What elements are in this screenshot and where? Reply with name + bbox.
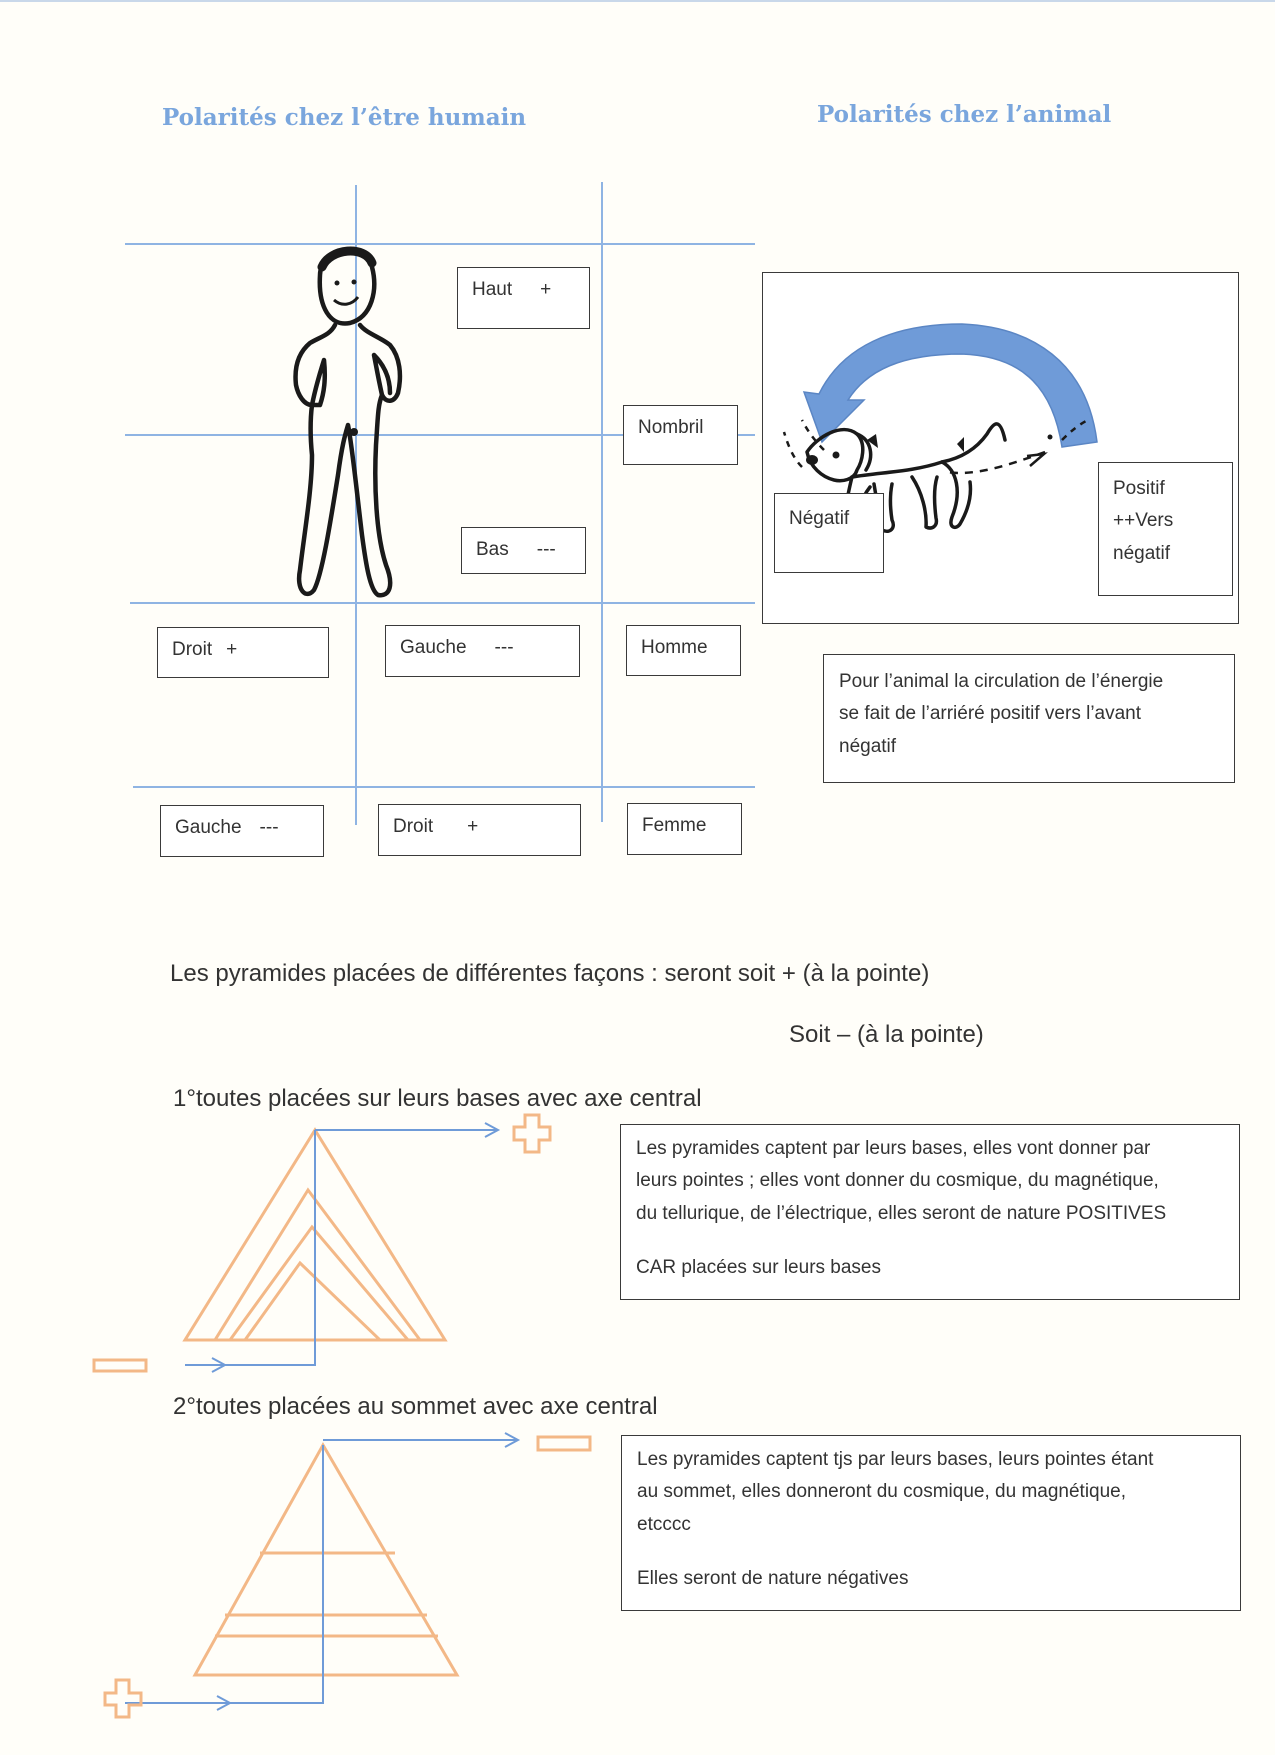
label-box-homme (626, 625, 741, 676)
label-bas-word: Bas (476, 539, 509, 560)
label-haut-sign: + (540, 279, 552, 300)
animal-description-line-1: Pour l’animal la circulation de l’énergie (839, 671, 1164, 692)
label-box-haut (457, 267, 590, 329)
pyramids-intro-line-2: Soit – (à la pointe) (789, 1021, 984, 1048)
case2-line-2: au sommet, elles donneront du cosmique, du magnétique, (637, 1481, 1127, 1503)
label-box-row2-droit (378, 804, 581, 856)
case2-title: 2°toutes placées au sommet avec axe central (173, 1393, 658, 1420)
label-row1-gauche-word: Gauche (400, 637, 467, 658)
case1-line-3: du tellurique, de l’électrique, elles seront de nature POSITIVES (636, 1202, 1167, 1224)
label-box-femme (627, 803, 742, 855)
heading-human-polarities: Polarités chez l’être humain (162, 104, 527, 131)
label-box-row1-droit (157, 627, 329, 678)
case1-line-2: leurs pointes ; elles vont donner du cosmique, du magnétique, (636, 1170, 1159, 1192)
case2-line-3: etcccc (637, 1513, 691, 1535)
grid-line-top (125, 243, 755, 245)
page-top-edge (0, 0, 1275, 2)
label-row2-droit-word: Droit (393, 816, 434, 837)
case2-description-box (621, 1435, 1241, 1611)
label-femme: Femme (642, 815, 707, 836)
label-box-bas (461, 527, 586, 574)
label-box-row2-gauche (160, 805, 324, 857)
case2-line-1: Les pyramides captent tjs par leurs bases, leurs pointes étant (637, 1449, 1154, 1470)
case2-pyramids-diagram (105, 1425, 625, 1715)
label-bas-sign: --- (536, 539, 556, 560)
label-haut-word: Haut (472, 279, 513, 300)
plus-sign-top (514, 1115, 550, 1152)
pyramids-intro-line-1: Les pyramides placées de différentes façons : seront soit + (à la pointe) (170, 960, 930, 987)
label-positif-line-1: Positif (1113, 478, 1165, 499)
label-box-positif (1098, 462, 1233, 596)
animal-description-box (823, 654, 1235, 783)
animal-description-line-2: se fait de l’arriéré positif vers l’avant (839, 703, 1142, 725)
label-row1-gauche-sign: --- (494, 637, 514, 658)
label-row2-gauche-sign: --- (259, 817, 279, 838)
grid-line-lower (133, 786, 755, 788)
label-positif-line-3: négatif (1113, 542, 1171, 564)
heading-animal-polarities: Polarités chez l’animal (817, 101, 1112, 128)
minus-sign-bottom (94, 1360, 146, 1371)
case1-description-box (620, 1124, 1240, 1300)
label-nombril: Nombril (638, 417, 704, 438)
label-row2-droit-sign: + (467, 816, 479, 837)
animal-description-line-3: négatif (839, 735, 897, 757)
plus-sign-bottom (105, 1680, 141, 1717)
grid-line-bottom (130, 602, 755, 604)
case1-pyramids-diagram (90, 1115, 610, 1385)
human-figure-drawing (290, 245, 440, 605)
label-row1-droit-sign: + (226, 639, 238, 660)
label-row1-droit-word: Droit (172, 639, 213, 660)
label-box-negatif (774, 493, 884, 573)
label-positif-line-2: ++Vers (1113, 510, 1174, 532)
case1-line-1: Les pyramides captent par leurs bases, elles vont donner par (636, 1138, 1151, 1159)
label-row2-gauche-word: Gauche (175, 817, 242, 838)
grid-line-right (601, 182, 603, 822)
case1-title: 1°toutes placées sur leurs bases avec axe central (173, 1085, 702, 1112)
case1-note: CAR placées sur leurs bases (636, 1256, 881, 1278)
label-box-nombril (623, 405, 738, 465)
label-box-row1-gauche (385, 625, 580, 677)
label-negatif: Négatif (789, 508, 850, 529)
minus-sign-top (538, 1437, 590, 1450)
case2-note: Elles seront de nature négatives (637, 1567, 909, 1589)
label-homme: Homme (641, 637, 708, 658)
